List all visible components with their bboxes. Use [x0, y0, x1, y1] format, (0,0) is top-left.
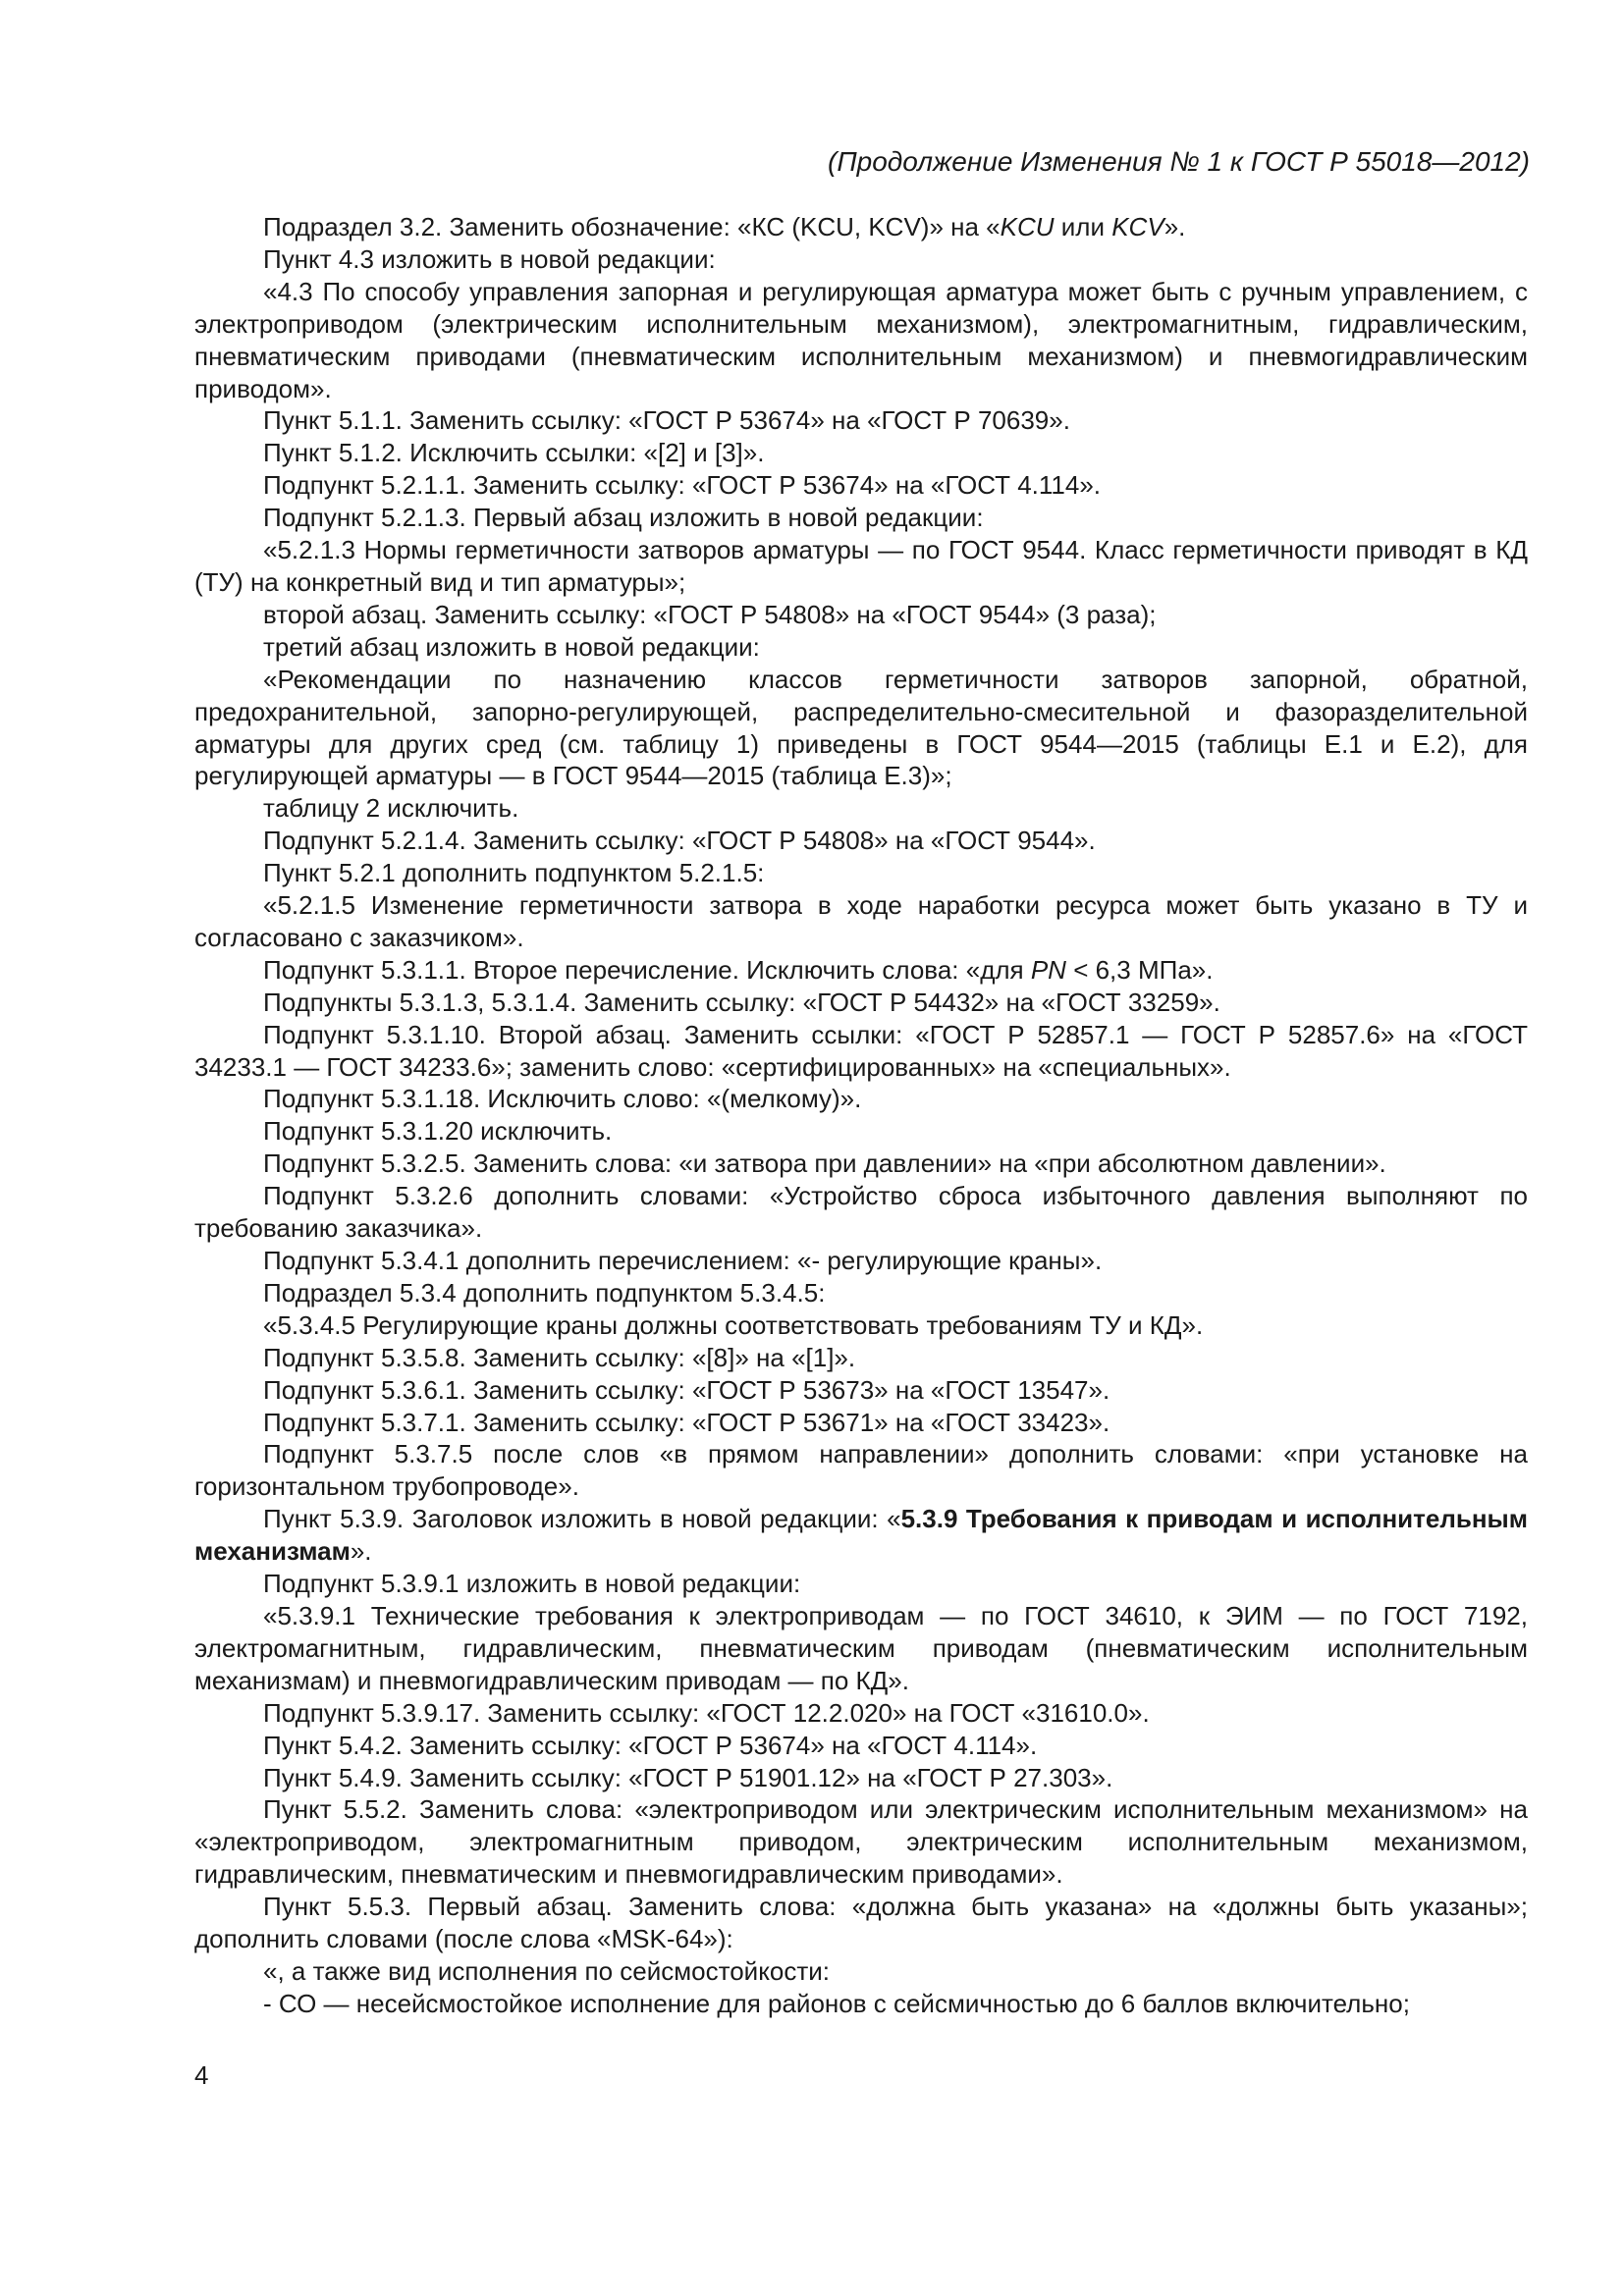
paragraph: таблицу 2 исключить.	[263, 793, 519, 824]
paragraph: «, а также вид исполнения по сейсмостойкости:	[263, 1955, 830, 1986]
paragraph: Подпункт 5.3.1.10. Второй абзац. Заменить ссылки: «ГОСТ Р 52857.1 — ГОСТ Р 52857.6» на «ГОСТ 34233.1 — ГОСТ 34233.6»; заменить слово: «сертифицированных» на «специальных».	[194, 1019, 1528, 1082]
paragraph: «4.3 По способу управления запорная и регулирующая арматура может быть с ручным управлением, с электроприводом (электрическим исполнительным механизмом), электромагнитным, гидравлическим, пневматическим приводами (пневматическим исполнительным механизмом) и пневмогидравлическим приводом».	[194, 276, 1528, 403]
paragraph: Подпункт 5.3.2.5. Заменить слова: «и затвора при давлении» на «при абсолютном давлении».	[263, 1148, 1386, 1179]
paragraph: Подпункт 5.2.1.3. Первый абзац изложить в новой редакции:	[263, 503, 984, 533]
paragraph: Подпункт 5.3.9.1 изложить в новой редакции:	[263, 1569, 801, 1599]
paragraph: третий абзац изложить в новой редакции:	[263, 631, 760, 662]
paragraph: Подпункт 5.3.7.1. Заменить ссылку: «ГОСТ Р 53671» на «ГОСТ 33423».	[263, 1407, 1110, 1437]
paragraph: Подпункты 5.3.1.3, 5.3.1.4. Заменить ссылку: «ГОСТ Р 54432» на «ГОСТ 33259».	[263, 987, 1220, 1017]
paragraph: Подпункт 5.3.7.5 после слов «в прямом направлении» дополнить словами: «при установке на горизонтальном трубопроводе».	[194, 1439, 1528, 1502]
page-header: (Продолжение Изменения № 1 к ГОСТ Р 55018—2012)	[828, 146, 1530, 177]
paragraph: Пункт 5.1.1. Заменить ссылку: «ГОСТ Р 53674» на «ГОСТ Р 70639».	[263, 405, 1070, 436]
paragraph: «5.2.1.5 Изменение герметичности затвора в ходе наработки ресурса может быть указано в ТУ и согласовано с заказчиком».	[194, 890, 1528, 952]
paragraph: Подпункт 5.3.1.18. Исключить слово: «(мелкому)».	[263, 1084, 862, 1114]
paragraph: Подпункт 5.2.1.1. Заменить ссылку: «ГОСТ Р 53674» на «ГОСТ 4.114».	[263, 470, 1102, 501]
paragraph: Пункт 5.5.3. Первый абзац. Заменить слова: «должна быть указана» на «должны быть указаны»; дополнить словами (после слова «MSK-64»):	[194, 1892, 1528, 1954]
paragraph: Пункт 5.4.9. Заменить ссылку: «ГОСТ Р 51901.12» на «ГОСТ Р 27.303».	[263, 1762, 1113, 1792]
paragraph: Подпункт 5.3.1.1. Второе перечисление. Исключить слова: «для PN < 6,3 МПа».	[263, 954, 1214, 985]
paragraph: Подпункт 5.3.2.6 дополнить словами: «Устройство сброса избыточного давления выполняют по требованию заказчика».	[194, 1181, 1528, 1244]
paragraph: Пункт 5.1.2. Исключить ссылки: «[2] и [3]».	[263, 438, 765, 468]
paragraph: «5.3.4.5 Регулирующие краны должны соответствовать требованиям ТУ и КД».	[263, 1309, 1204, 1340]
paragraph: Подпункт 5.2.1.4. Заменить ссылку: «ГОСТ Р 54808» на «ГОСТ 9544».	[263, 826, 1096, 856]
paragraph: «5.3.9.1 Технические требования к электроприводам — по ГОСТ 34610, к ЭИМ — по ГОСТ 7192, электромагнитным, гидравлическим, пневматическим приводам (пневматическим исполнительным механизмам) и пневмогидравлическим приводам — по КД».	[194, 1600, 1528, 1695]
paragraph: «5.2.1.3 Нормы герметичности затворов арматуры — по ГОСТ 9544. Класс герметичности приводят в КД (ТУ) на конкретный вид и тип арматуры»;	[194, 535, 1528, 597]
paragraph: «Рекомендации по назначению классов герметичности затворов запорной, обратной, предохранительной, запорно-регулирующей, распределительно-смесительной и фазоразделительной арматуры для других сред (см. таблицу 1) приведены в ГОСТ 9544—2015 (таблицы Е.1 и Е.2), для регулирующей арматуры — в ГОСТ 9544—2015 (таблица Е.3)»;	[194, 664, 1528, 791]
paragraph: Пункт 5.2.1 дополнить подпунктом 5.2.1.5:	[263, 858, 765, 888]
paragraph: Пункт 5.3.9. Заголовок изложить в новой редакции: «5.3.9 Требования к приводам и исполнительным механизмам».	[194, 1504, 1528, 1567]
paragraph: Подпункт 5.3.6.1. Заменить ссылку: «ГОСТ Р 53673» на «ГОСТ 13547».	[263, 1374, 1110, 1405]
paragraph: Подпункт 5.3.4.1 дополнить перечислением: «- регулирующие краны».	[263, 1246, 1103, 1275]
paragraph: Пункт 5.5.2. Заменить слова: «электроприводом или электрическим исполнительным механизмом» на «электроприводом, электромагнитным приводом, электрическим исполнительным механизмом, гидравлическим, пневматическим и пневмогидравлическим приводами».	[194, 1794, 1528, 1890]
paragraph: Пункт 4.3 изложить в новой редакции:	[263, 243, 716, 274]
paragraph: Подпункт 5.3.5.8. Заменить ссылку: «[8]» на «[1]».	[263, 1342, 856, 1372]
paragraph: Пункт 5.4.2. Заменить ссылку: «ГОСТ Р 53674» на «ГОСТ 4.114».	[263, 1730, 1038, 1760]
paragraph: - СО — несейсмостойкое исполнение для районов с сейсмичностью до 6 баллов включительно;	[263, 1988, 1410, 2018]
paragraph: Подпункт 5.3.1.20 исключить.	[263, 1116, 613, 1147]
paragraph: Подраздел 5.3.4 дополнить подпунктом 5.3.4.5:	[263, 1277, 826, 1308]
paragraph: Подраздел 3.2. Заменить обозначение: «КС (KCU, KCV)» на «KCU или KCV».	[263, 212, 1186, 241]
paragraph: Подпункт 5.3.9.17. Заменить ссылку: «ГОСТ 12.2.020» на ГОСТ «31610.0».	[263, 1697, 1150, 1728]
page-number: 4	[194, 2060, 209, 2090]
paragraph: второй абзац. Заменить ссылку: «ГОСТ Р 54808» на «ГОСТ 9544» (3 раза);	[263, 599, 1157, 629]
document-body	[194, 211, 1528, 2020]
